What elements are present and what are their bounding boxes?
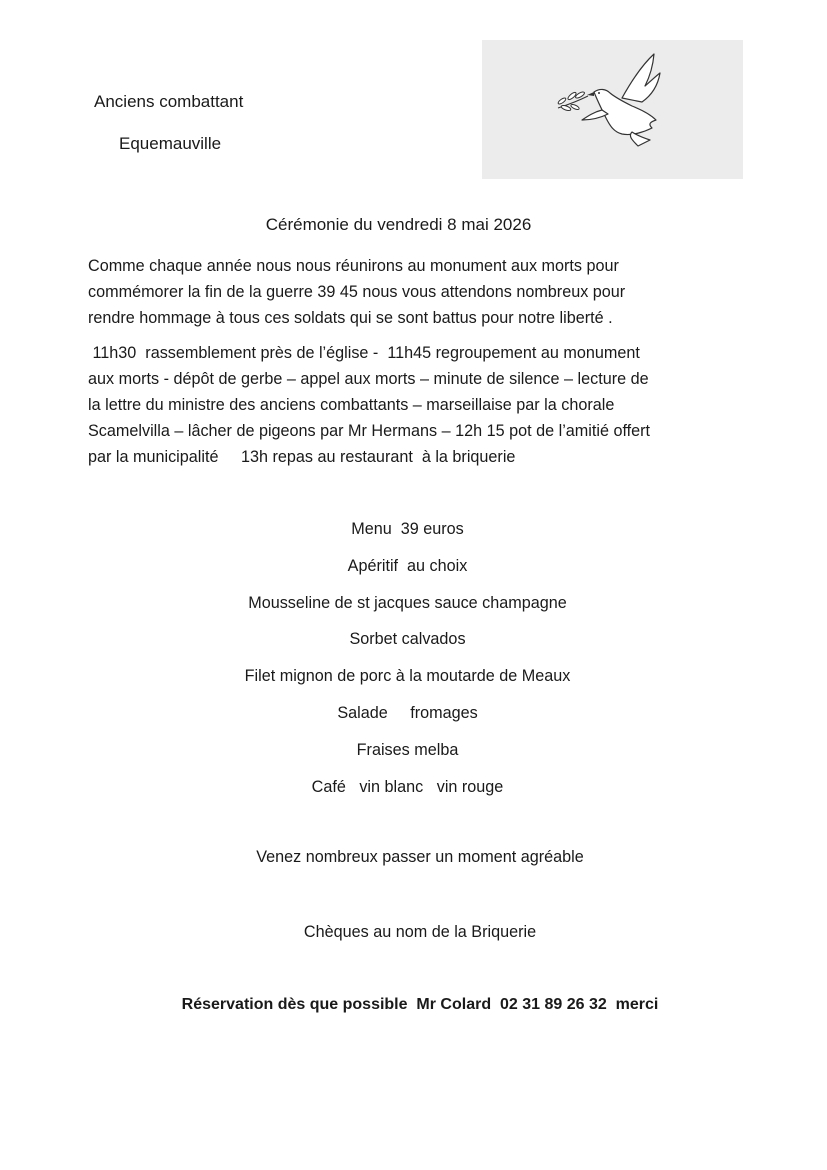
organization-town: Equemauville (119, 134, 222, 153)
paragraph-line: Scamelvilla – lâcher de pigeons par Mr Hermans – 12h 15 pot de l’amitié offert (88, 422, 651, 440)
menu-list (0, 516, 815, 810)
paragraph-line: rendre hommage à tous ces soldats qui se sont battus pour notre liberté . (88, 309, 613, 327)
paragraph-line: Comme chaque année nous nous réunirons au monument aux morts pour (88, 257, 619, 275)
ceremony-title: Cérémonie du vendredi 8 mai 2026 (265, 215, 532, 234)
menu-item: Fraises melba (356, 740, 459, 759)
paragraph-line: 11h30 rassemblement près de l’église - 11h45 regroupement au monument (88, 344, 640, 362)
menu-item: Salade fromages (337, 703, 478, 722)
menu-item: Filet mignon de porc à la moutarde de Meaux (244, 667, 571, 686)
program-paragraph (88, 340, 650, 470)
menu-item: Mousseline de st jacques sauce champagne (248, 593, 567, 612)
intro-paragraph (88, 253, 625, 331)
menu-item: Café vin blanc vin rouge (311, 777, 504, 796)
invitation-text: Venez nombreux passer un moment agréable (256, 848, 584, 866)
paragraph-line: aux morts - dépôt de gerbe – appel aux morts – minute de silence – lecture de (88, 370, 649, 388)
payment-note: Chèques au nom de la Briquerie (303, 923, 537, 941)
organization-name: Anciens combattant (94, 92, 244, 111)
paragraph-line: commémorer la fin de la guerre 39 45 nous vous attendons nombreux pour (88, 283, 626, 301)
menu-item: Sorbet calvados (349, 630, 466, 649)
menu-heading: Menu 39 euros (351, 520, 464, 538)
dove-image (482, 40, 743, 179)
paragraph-line: la lettre du ministre des anciens combattants – marseillaise par la chorale (88, 396, 615, 414)
paragraph-line: par la municipalité 13h repas au restaurant à la briquerie (88, 448, 516, 466)
menu-item: Apéritif au choix (347, 556, 468, 575)
reservation-contact: Réservation dès que possible Mr Colard 02 31 89 26 32 merci (181, 996, 659, 1013)
dove-with-olive-branch-icon (482, 40, 743, 179)
